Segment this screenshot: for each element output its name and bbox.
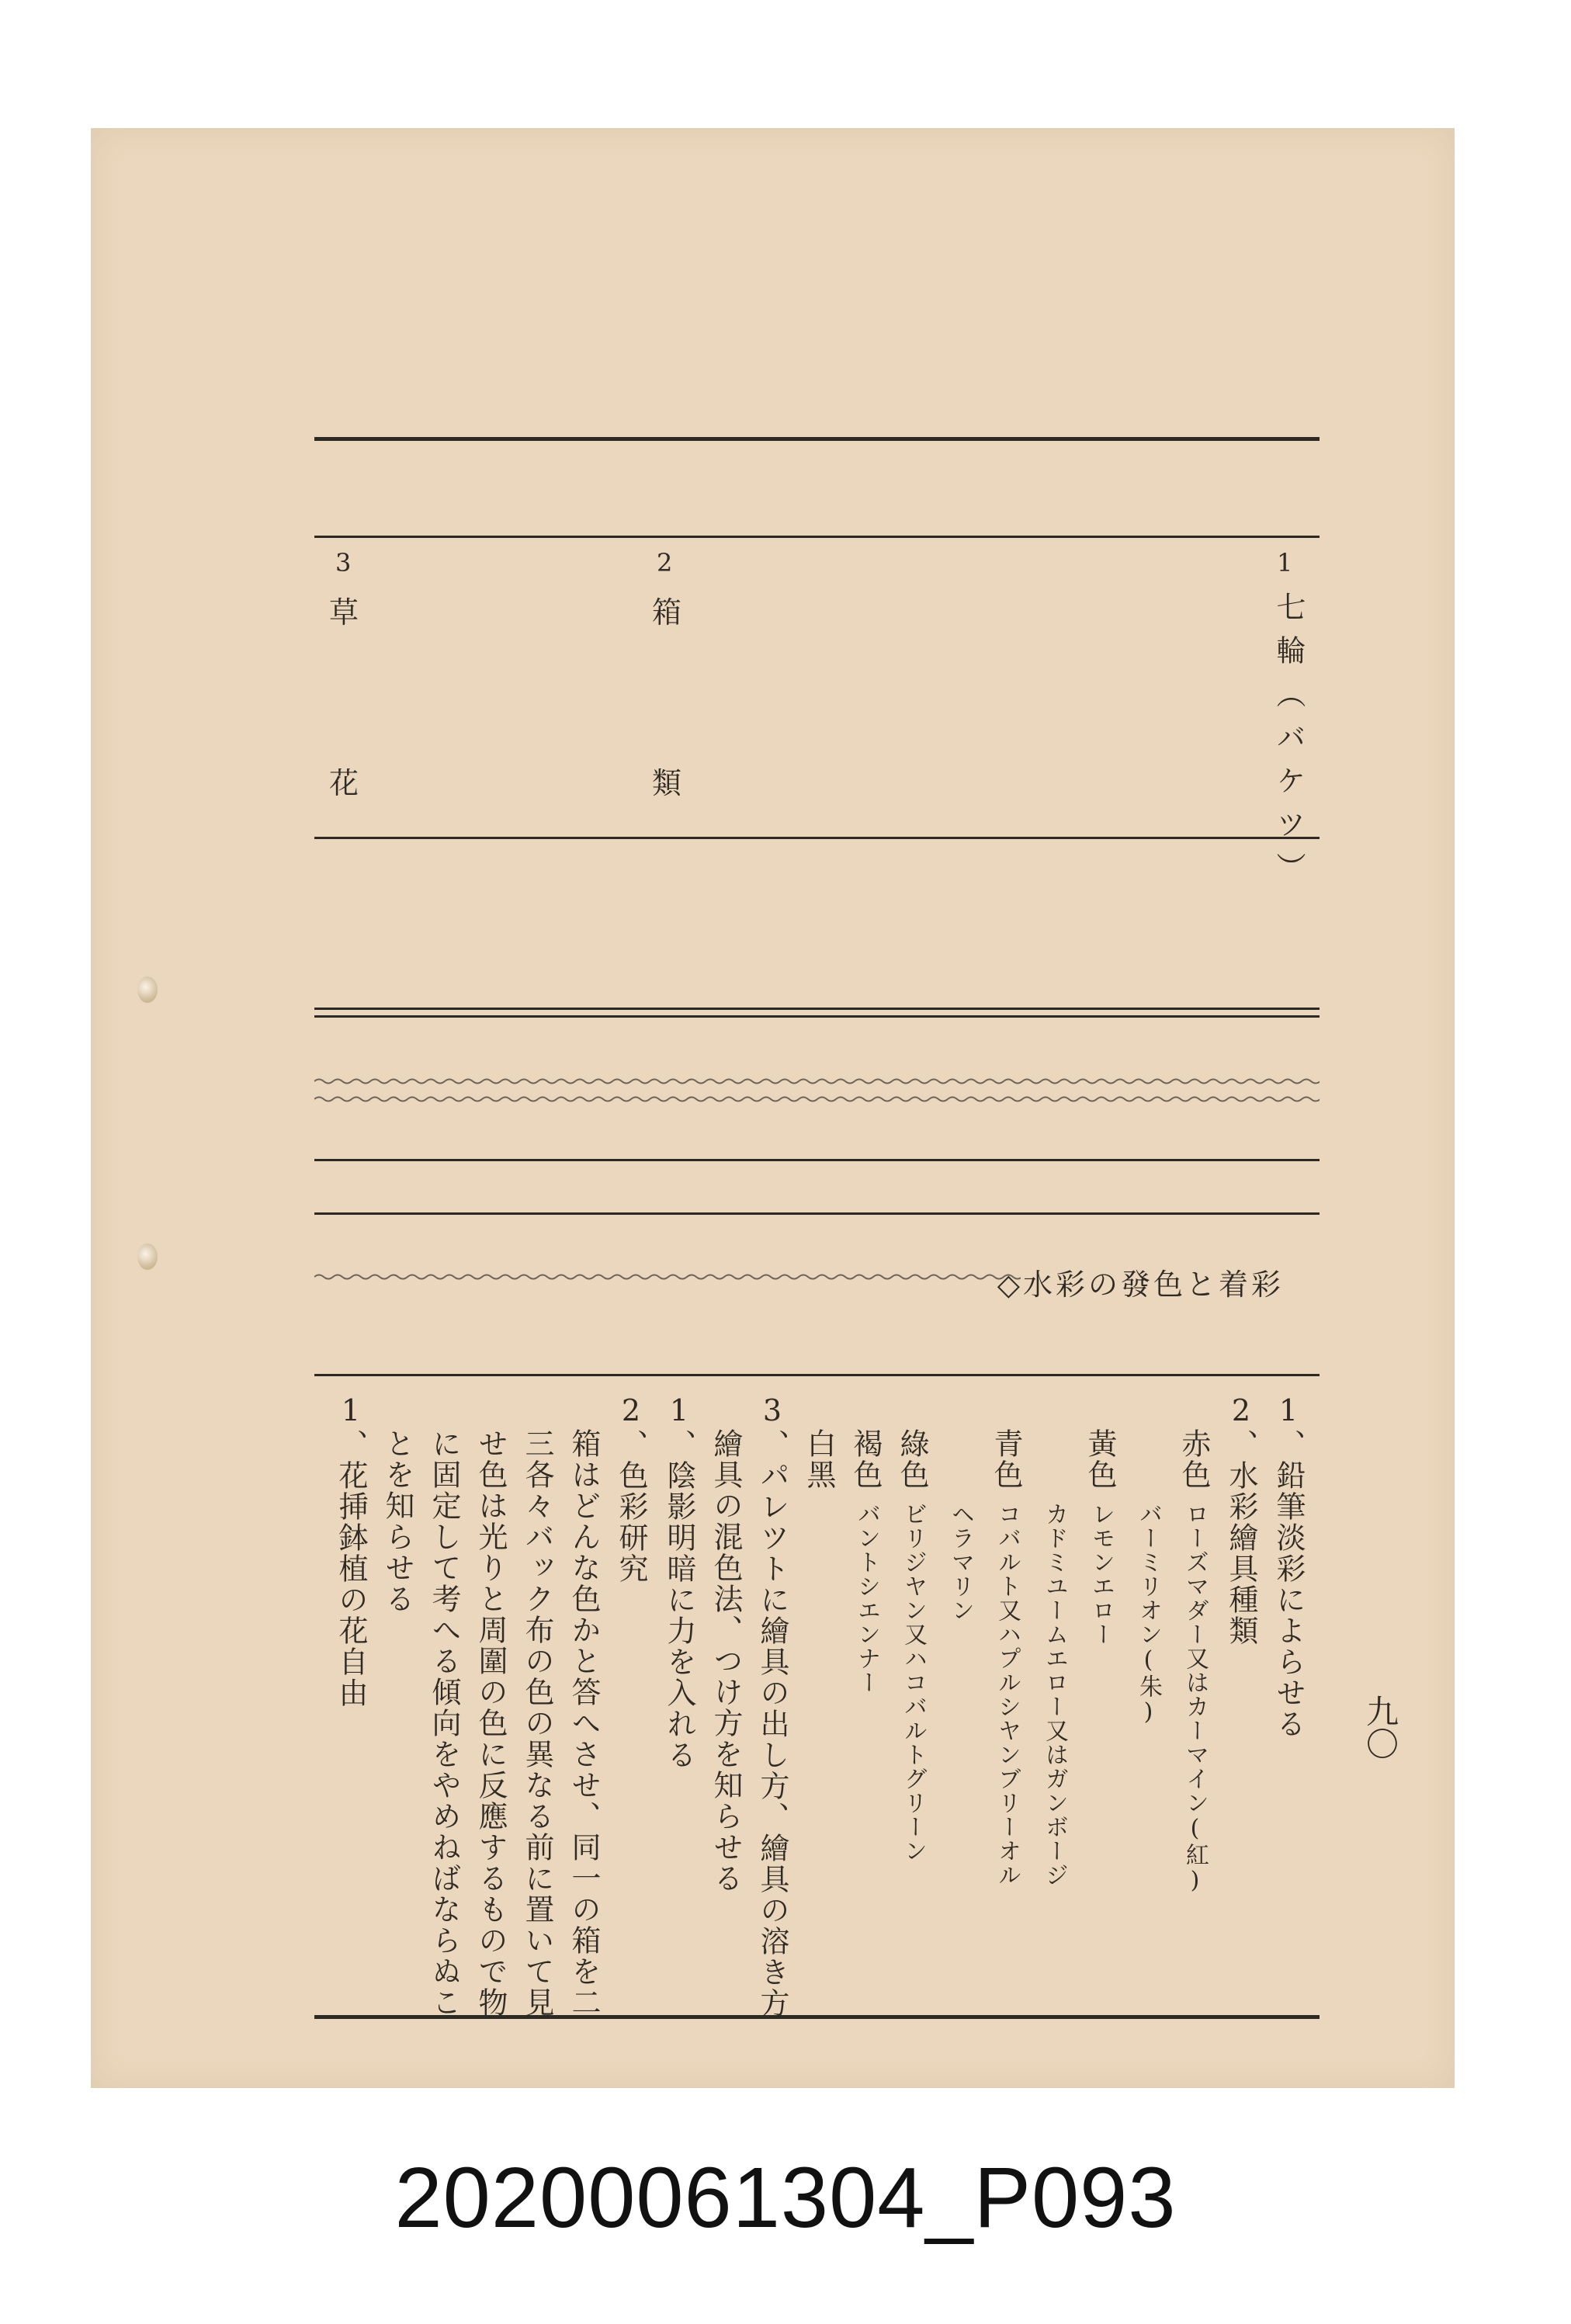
text-col-26: 1、花挿鉢植の花自由 — [334, 1393, 368, 1708]
binding-hole-bottom — [137, 1244, 158, 1270]
text-col-5: バーミリオン(朱) — [1135, 1502, 1162, 1726]
text-col-25: とを知らせる — [380, 1428, 414, 1615]
text-col-23: せ色は光りと周圍の色に反應するもので物 — [473, 1428, 508, 2018]
text-col-8: カドミユームエロー又はガンボージ — [1041, 1502, 1068, 1887]
text-col-16: 白黑 — [802, 1428, 836, 1490]
text-col-1: 1、鉛筆淡彩によらせる — [1271, 1393, 1306, 1740]
wavy-rule-2 — [314, 1095, 1320, 1103]
text-col-24: に固定して考へる傾向をやめねばならぬこ — [427, 1428, 461, 2018]
text-col-18: 繪具の混色法、つけ方を知らせる — [709, 1428, 743, 1894]
text-col-19: 1、陰影明暗に力を入れる — [662, 1393, 696, 1771]
text-col-13: ビリジヤン又ハコバルトグリーン — [900, 1502, 927, 1863]
catalog-id: 20200061304_P093 — [394, 2150, 1177, 2246]
table-bottom-rule — [314, 1212, 1320, 1215]
table-top-rule — [314, 437, 1320, 441]
item-number-3: 3 — [335, 548, 352, 578]
text-col-21: 箱はどんな色かと答へさせ、同一の箱を二 — [567, 1428, 601, 2018]
item-text-2b: 類 — [652, 766, 682, 800]
lower-bottom-rule — [314, 2015, 1320, 2019]
table-rule-6 — [314, 1159, 1320, 1161]
text-col-4: ローズマダー又はカーマイン(紅) — [1181, 1502, 1209, 1895]
item-text-1: 七輪（バケツ） — [1271, 591, 1306, 896]
table-rule-4 — [314, 1008, 1320, 1010]
section-heading: ◇水彩の發色と着彩 — [997, 1268, 1284, 1302]
lower-top-rule — [314, 1374, 1320, 1376]
text-col-11: ヘラマリン — [947, 1502, 974, 1622]
binding-hole-top — [137, 976, 158, 1003]
text-col-3: 赤色 — [1177, 1428, 1211, 1490]
text-col-7: レモンエロー — [1087, 1502, 1115, 1646]
item-number-1: 1 — [1277, 548, 1293, 578]
item-text-3a: 草 — [329, 595, 359, 630]
text-col-2: 2、水彩繪具種類 — [1224, 1393, 1258, 1646]
heading-wavy-line — [314, 1273, 1021, 1281]
table-mid-rule — [314, 837, 1320, 839]
text-col-17: 3、パレツトに繪具の出し方、繪具の溶き方 — [755, 1393, 789, 2019]
text-col-9: 青色 — [989, 1428, 1023, 1490]
text-col-20: 2、色彩研究 — [614, 1393, 648, 1584]
text-col-10: コバルト又ハプルシヤンブリーオル — [994, 1502, 1021, 1887]
text-col-14: 褐色 — [848, 1428, 883, 1490]
text-col-6: 黃色 — [1083, 1428, 1117, 1490]
table-rule-5 — [314, 1015, 1320, 1018]
text-col-15: バントシエンナー — [853, 1502, 880, 1694]
text-col-22: 三各々バック布の色の異なる前に置いて見 — [520, 1428, 554, 2018]
text-col-12: 綠色 — [895, 1428, 929, 1490]
item-text-2a: 箱 — [652, 595, 682, 630]
item-number-2: 2 — [657, 548, 673, 578]
item-text-3b: 花 — [329, 766, 359, 800]
table-header-rule — [314, 536, 1320, 538]
wavy-rule-1 — [314, 1077, 1320, 1085]
page-number: 九〇 — [1361, 1694, 1399, 1760]
